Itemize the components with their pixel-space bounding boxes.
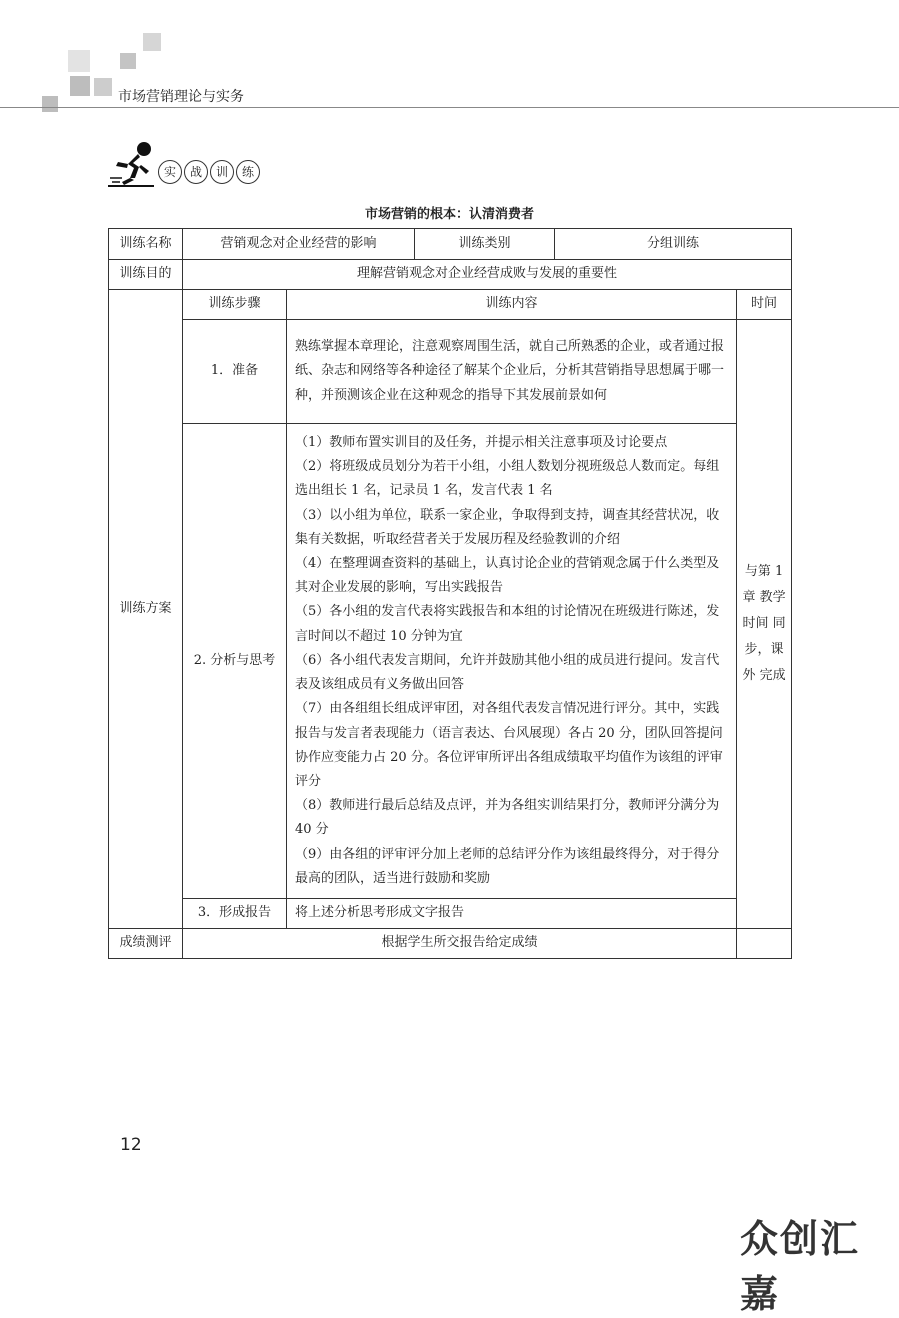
section-char: 实 (158, 160, 182, 184)
section-char: 战 (184, 160, 208, 184)
eval-label: 成绩测评 (109, 929, 183, 959)
content-line: （8）教师进行最后总结及点评，并为各组实训结果打分，教师评分满分为 40 分 (295, 798, 720, 838)
section-heading (108, 140, 308, 190)
step-name: 2. 分析与思考 (183, 424, 287, 899)
watermark: 众创汇嘉 (740, 1217, 861, 1316)
content-line: （9）由各组的评审评分加上老师的总结评分作为该组最终得分，对于得分最高的团队，适当进行鼓励和奖励 (295, 846, 720, 886)
time-value: 与第 1 章 教学 时间 同步，课外 完成 (737, 320, 792, 929)
eval-value: 根据学生所交报告给定成绩 (183, 929, 737, 959)
content-line: 将上述分析思考形成文字报告 (295, 905, 465, 921)
step-content (287, 424, 737, 899)
type-value: 分组训练 (555, 229, 792, 260)
eval-time-empty (737, 929, 792, 959)
goal-value: 理解营销观念对企业经营成败与发展的重要性 (183, 260, 792, 290)
type-label: 训练类别 (415, 229, 555, 260)
content-line: （5）各小组的发言代表将实践报告和本组的讨论情况在班级进行陈述，发言时间以不超过 10 分钟为宜 (295, 604, 720, 644)
header-divider (0, 107, 899, 108)
content-line: （1）教师布置实训目的及任务，并提示相关注意事项及讨论要点 (295, 435, 668, 451)
plan-label: 训练方案 (109, 290, 183, 929)
section-char: 训 (210, 160, 234, 184)
content-line: （6）各小组代表发言期间，允许并鼓励其他小组的成员进行提问。发言代表及该组成员有义务做出回答 (295, 652, 720, 693)
page-number: 12 (120, 1135, 142, 1155)
step-name: 3．形成报告 (183, 899, 287, 929)
col-header-steps: 训练步骤 (183, 290, 287, 320)
training-table (108, 228, 792, 959)
goal-label: 训练目的 (109, 260, 183, 290)
step-name: 1．准备 (183, 320, 287, 424)
section-char: 练 (236, 160, 260, 184)
content-line: （4）在整理调查资料的基础上，认真讨论企业的营销观念属于什么类型及其对企业发展的影响，写出实践报告 (295, 556, 720, 596)
step-content (287, 899, 737, 929)
content-line: 熟练掌握本章理论，注意观察周围生活，就自己所熟悉的企业，或者通过报纸、杂志和网络等各种途径了解某个企业后，分析其营销指导思想属于哪一种，并预测该企业在这种观念的指导下其发展前景如何 (295, 339, 725, 403)
step-content (287, 320, 737, 424)
content-line: （2）将班级成员划分为若干小组，小组人数划分视班级总人数而定。每组选出组长 1 名，记录员 1 名，发言代表 1 名 (295, 459, 720, 499)
name-label: 训练名称 (109, 229, 183, 260)
section-label (158, 160, 260, 184)
col-header-time: 时间 (737, 290, 792, 320)
content-line: （3）以小组为单位，联系一家企业，争取得到支持，调查其经营状况，收集有关数据，听取经营者关于发展历程及经验教训的介绍 (295, 507, 720, 547)
book-title: 市场营销理论与实务 (118, 89, 244, 105)
col-header-content: 训练内容 (287, 290, 737, 320)
content-line: （7）由各组组长组成评审团，对各组代表发言情况进行评分。其中，实践报告与发言者表现能力（语言表达、台风展现）各占 20 分，团队回答提问协作应变能力占 20 分。各位评审所评出各组成绩取平均值作为该组的评审评分 (295, 701, 723, 789)
name-value: 营销观念对企业经营的影响 (183, 229, 415, 260)
runner-icon (108, 140, 156, 188)
table-title: 市场营销的根本：认清消费者 (364, 207, 534, 222)
